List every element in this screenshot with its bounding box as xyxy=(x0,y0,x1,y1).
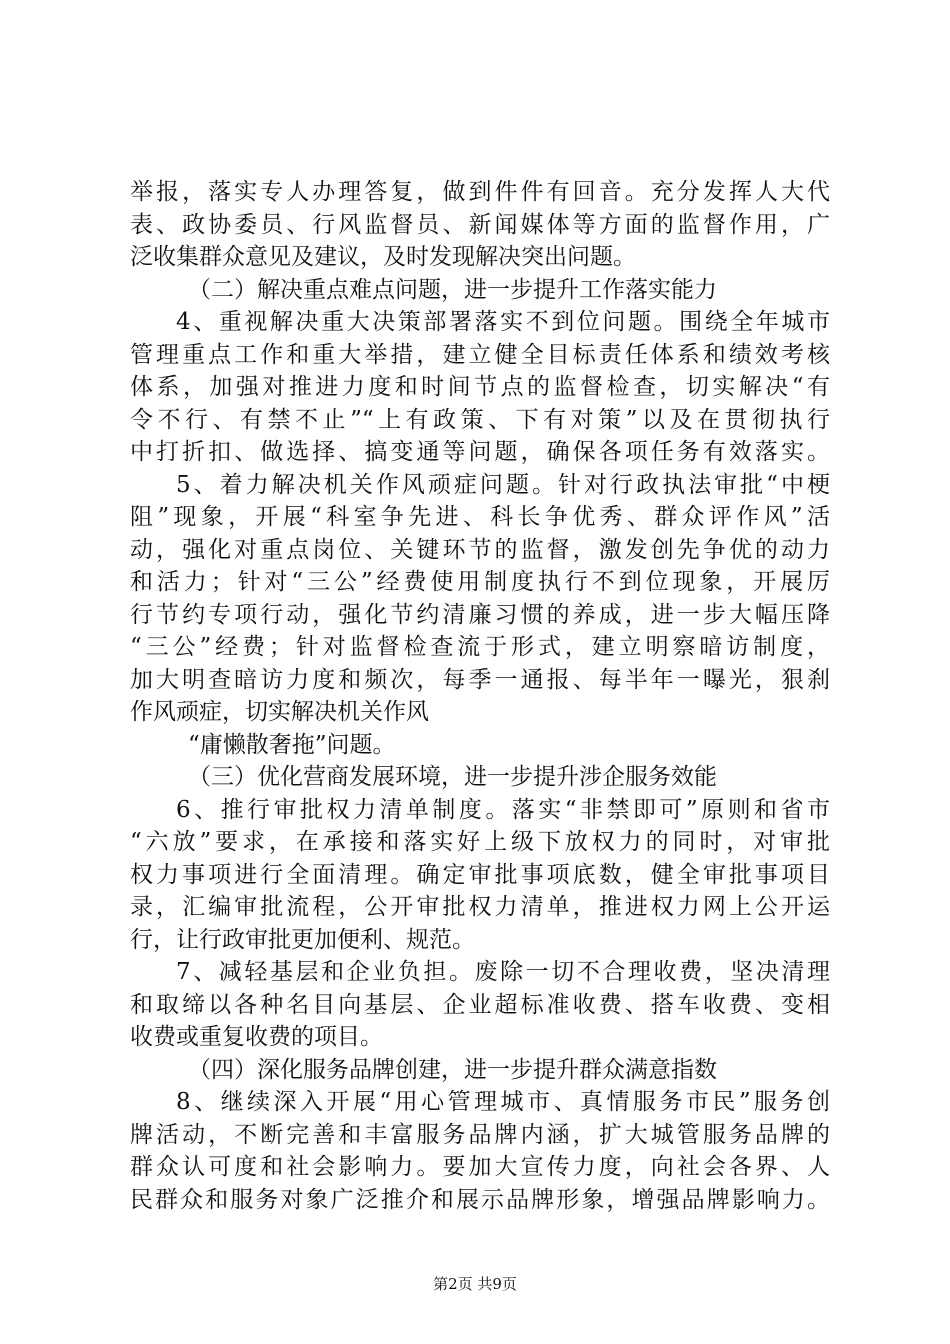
text-line: 5、着力解决机关作风顽症问题。针对行政执法审批“中梗 xyxy=(176,471,830,498)
text-line: 权力事项进行全面清理。确定审批事项底数，健全审批事项目 xyxy=(130,861,830,888)
text-line: 8、继续深入开展“用心管理城市、真情服务市民”服务创 xyxy=(176,1089,830,1115)
text-line: “六放”要求，在承接和落实好上级下放权力的同时，对审批 xyxy=(130,829,830,855)
text-line: 动，强化对重点岗位、关键环节的监督，激发创先争优的动力 xyxy=(130,536,830,563)
text-line: 举报，落实专人办理答复，做到件件有回音。充分发挥人大代 xyxy=(130,179,830,205)
text-line: 泛收集群众意见及建议，及时发现解决突出问题。 xyxy=(130,244,636,270)
text-line: “三公”经费；针对监督检查流于形式，建立明察暗访制度， xyxy=(130,634,830,660)
text-line: 收费或重复收费的项目。 xyxy=(130,1024,383,1050)
text-line: 群众认可度和社会影响力。要加大宣传力度，向社会各界、人 xyxy=(130,1154,830,1180)
text-line: 行节约专项行动，强化节约清廉习惯的养成，进一步大幅压降 xyxy=(130,601,830,628)
text-line: 加大明查暗访力度和频次，每季一通报、每半年一曝光，狠刹 xyxy=(130,666,830,693)
text-line: （三）优化营商发展环境，进一步提升涉企服务效能 xyxy=(188,764,717,790)
text-line: “庸懒散奢拖”问题。 xyxy=(188,731,396,758)
text-line: 6、推行审批权力清单制度。落实“非禁即可”原则和省市 xyxy=(176,796,830,823)
text-line: 民群众和服务对象广泛推介和展示品牌形象，增强品牌影响力。 xyxy=(130,1186,830,1213)
text-line: 令不行、有禁不止”“上有政策、下有对策”以及在贯彻执行 xyxy=(130,406,830,433)
text-line: 录，汇编审批流程，公开审批权力清单，推进权力网上公开运 xyxy=(130,894,830,920)
text-line: 和活力；针对“三公”经费使用制度执行不到位现象，开展厉 xyxy=(130,569,830,595)
text-line: 7、减轻基层和企业负担。废除一切不合理收费，坚决清理 xyxy=(176,959,830,985)
text-line: 和取缔以各种名目向基层、企业超标准收费、搭车收费、变相 xyxy=(130,991,830,1018)
text-line: 作风顽症，切实解决机关作风 xyxy=(130,699,429,725)
text-line: 4、重视解决重大决策部署落实不到位问题。围绕全年城市 xyxy=(176,309,830,335)
text-line: 中打折扣、做选择、搞变通等问题，确保各项任务有效落实。 xyxy=(130,439,830,465)
text-line: 体系，加强对推进力度和时间节点的监督检查，切实解决“有 xyxy=(130,374,830,400)
text-line: 行，让行政审批更加便利、规范。 xyxy=(130,926,475,953)
text-line: 表、政协委员、行风监督员、新闻媒体等方面的监督作用，广 xyxy=(130,211,830,238)
text-line: 阻”现象，开展“科室争先进、科长争优秀、群众评作风”活 xyxy=(130,504,830,530)
document-body xyxy=(130,176,830,1216)
text-line: （四）深化服务品牌创建，进一步提升群众满意指数 xyxy=(188,1056,717,1083)
page-footer: 第2页 共9页 xyxy=(433,1275,517,1293)
text-line: 管理重点工作和重大举措，建立健全目标责任体系和绩效考核 xyxy=(130,341,830,368)
text-line: （二）解决重点难点问题，进一步提升工作落实能力 xyxy=(188,276,717,303)
text-line: 牌活动，不断完善和丰富服务品牌内涵，扩大城管服务品牌的 xyxy=(130,1121,830,1148)
